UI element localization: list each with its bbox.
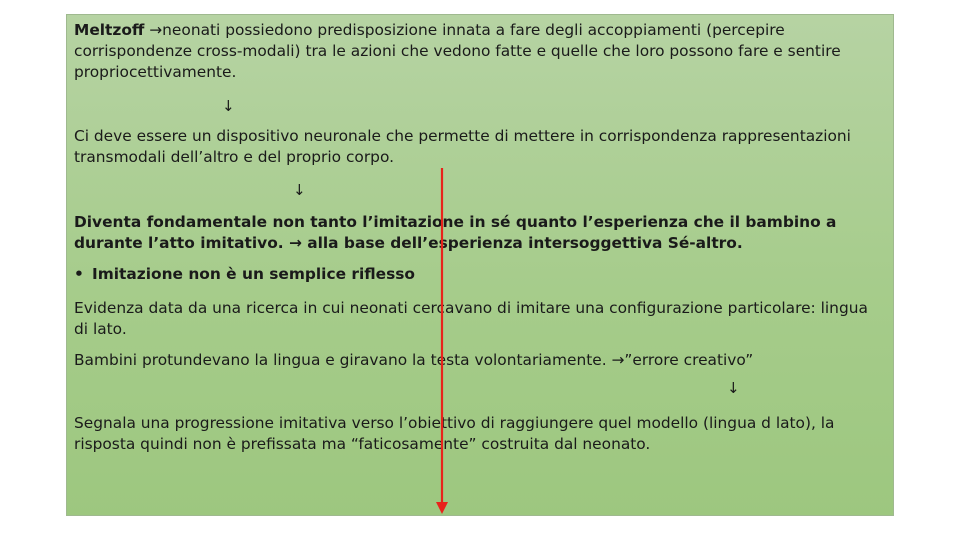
bullet-icon: • (74, 265, 84, 283)
meltzoff-text: →neonati possiedono predisposizione innata a fare degli accoppiamenti (percepire corrispondenze cross-modali) tra le azioni che vedono fatte e quelle che loro possono fare e sentire propriocettivamente. (74, 21, 841, 81)
paragraph-bambini: Bambini protundevano la lingua e giravano la testa volontariamente. →”errore creativo” (74, 351, 754, 369)
paragraph-segnala: Segnala una progressione imitativa verso l’obiettivo di raggiungere quel modello (lingua d lato), la risposta quindi non è prefissata ma “faticosamente” costruita dal neonato. (74, 414, 835, 453)
red-down-arrow-icon (432, 168, 452, 518)
down-arrow-2: ↓ (293, 181, 306, 199)
paragraph-fondamentale: Diventa fondamentale non tanto l’imitazione in sé quanto l’esperienza che il bambino a durante l’atto imitativo. → alla base dell’esperienza intersoggettiva Sé-altro. (74, 213, 837, 252)
bullet-item (74, 264, 886, 285)
paragraph-meltzoff (74, 20, 886, 83)
paragraph-evidenza: Evidenza data da una ricerca in cui neonati cercavano di imitare una configurazione particolare: lingua di lato. (74, 299, 868, 338)
paragraph-dispositivo: Ci deve essere un dispositivo neuronale che permette di mettere in corrispondenza rappresentazioni transmodali dell’altro e del proprio corpo. (74, 127, 851, 166)
bullet-text: Imitazione non è un semplice riflesso (92, 265, 415, 283)
down-arrow-1: ↓ (222, 97, 235, 115)
meltzoff-name: Meltzoff (74, 21, 145, 39)
down-arrow-3: ↓ (727, 379, 740, 397)
